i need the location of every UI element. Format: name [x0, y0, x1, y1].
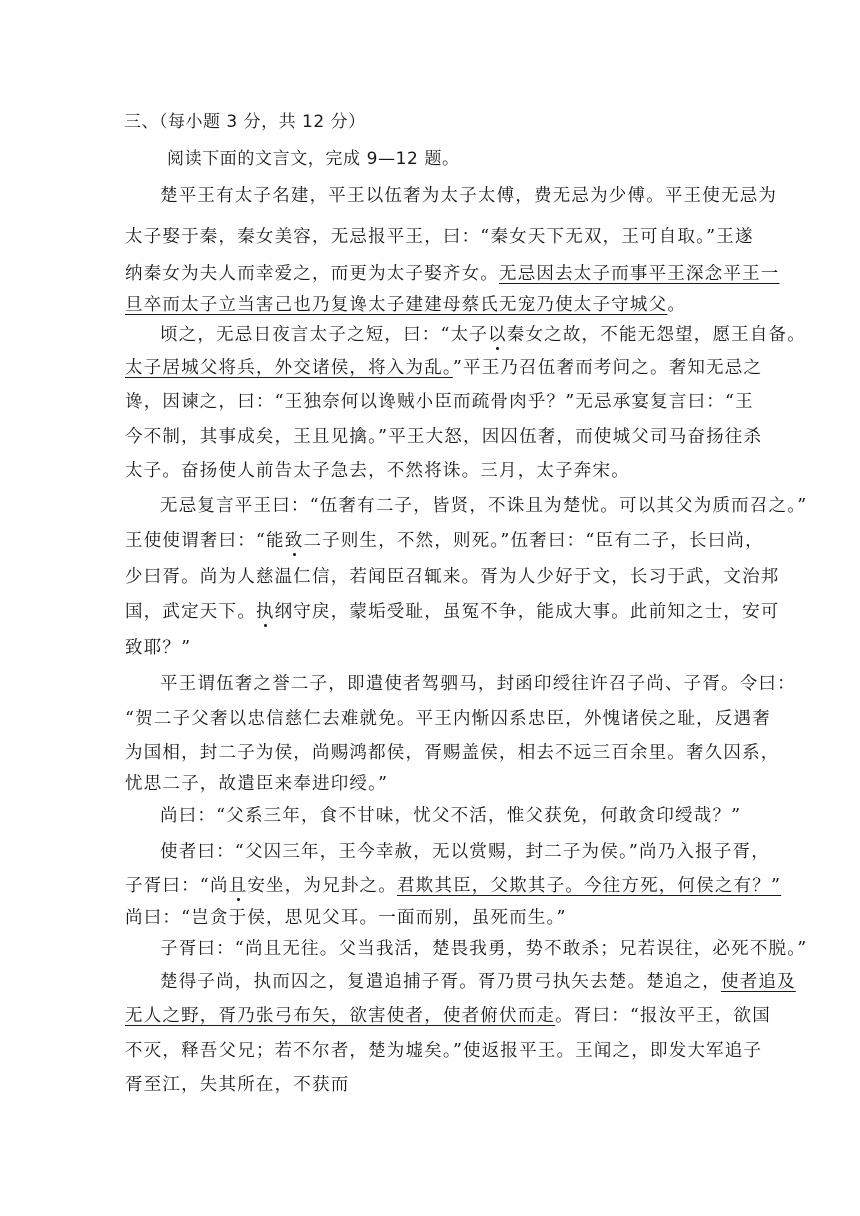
passage-line: “贺二子父奢以忠信慈仁去难就免。平王内惭囚系忠臣，外愧诸侯之耻，反遇奢: [125, 709, 771, 729]
underlined-sentence: 无忌因去太子而事平王深念平王一: [499, 264, 780, 284]
passage-text: 顷之，无忌日夜言太子之短，曰：“太子: [160, 325, 489, 345]
passage-line: 少曰胥。尚为人慈温仁信，若闻臣召辄来。胥为人少好于文，长习于武，文治邦: [125, 567, 780, 587]
instruction-text: 阅读下面的文言文，完成 9—12 题。: [167, 149, 460, 169]
passage-text: 二子则生，不然，则死。”伍奢曰：“臣有二子，长曰尚，: [303, 531, 764, 551]
passage-line: [125, 529, 764, 553]
dotted-word: 以: [488, 325, 507, 345]
section-heading: 三、（每小题 3 分，共 12 分）: [124, 112, 366, 132]
passage-line: 胥至江，失其所在，不获而: [125, 1075, 350, 1095]
passage-line: 致耶？”: [125, 638, 192, 658]
passage-text: 纳秦女为夫人而幸爱之，而更为太子娶齐女。: [125, 264, 499, 284]
dotted-word: 执: [255, 602, 275, 622]
passage-text: 。: [667, 295, 687, 315]
passage-text: 秦女之故，不能无怨望，愿王自备。: [506, 325, 806, 345]
passage-line: [125, 293, 686, 317]
underlined-sentence: 太子居城父将兵，外交诸侯，将入为乱。: [125, 358, 453, 378]
passage-line: 太子娶于秦，秦女美容，无忌报平王，曰：“秦女天下无双，王可自取。”王遂: [125, 227, 754, 247]
passage-line: [125, 356, 762, 380]
passage-line: 楚平王有太子名建，平王以伍奢为太子太傅，费无忌为少傅。平王使无忌为: [160, 186, 778, 206]
underlined-sentence: 无人之野，胥乃张弓布矢，欲害使者，使者俯伏而走: [125, 1006, 556, 1026]
passage-text: 安坐，为兄卦之。: [247, 876, 397, 896]
dotted-word: 且: [228, 876, 248, 896]
passage-text: 王使使谓奢曰：“能: [125, 531, 285, 551]
passage-line: 忧思二子，故遣臣来奉进印绶。”: [125, 774, 389, 794]
passage-line: 太子。奋扬使人前告太子急去，不然将诛。三月，太子奔宋。: [125, 461, 630, 481]
passage-line: [125, 1004, 771, 1028]
passage-line: 尚曰：“岂贪于侯，思见父耳。一面而别，虽死而生。”: [125, 908, 567, 928]
passage-line: [160, 970, 796, 994]
passage-line: 使者曰：“父囚三年，王今幸赦，无以赏赐，封二子为侯。”尚乃入报子胥，: [160, 842, 770, 862]
passage-line: [125, 262, 780, 286]
passage-line: 谗，因谏之，曰：“王独奈何以谗贼小臣而疏骨肉乎？”无忌承宴复言曰：“王: [125, 392, 754, 412]
passage-line: 子胥曰：“尚且无往。父当我活，楚畏我勇，势不敢杀；兄若误往，必死不脱。”: [160, 939, 808, 959]
passage-text: 。胥曰：“报汝平王，欲国: [555, 1006, 771, 1026]
passage-text: 纲守戾，蒙垢受耻，虽冤不争，能成大事。此前知之士，安可: [274, 602, 780, 622]
underlined-sentence: 旦卒而太子立当害己也乃复谗太子建建母蔡氏无宠乃使太子守城父: [125, 295, 668, 315]
passage-line: 平王谓伍奢之誉二子，即遣使者驾驷马，封函印绶往许召子尚、子胥。令曰：: [160, 674, 796, 694]
passage-text: ”平王乃召伍奢而考问之。奢知无忌之: [452, 358, 763, 378]
passage-line: [160, 323, 806, 347]
passage-text: 楚得子尚，执而囚之，复遣追捕子胥。胥乃贯弓执矢去楚。楚追之，: [160, 972, 721, 992]
dotted-word: 致: [284, 531, 304, 551]
passage-text: 子胥曰：“尚: [125, 876, 229, 896]
passage-text: 国，武定天下。: [125, 602, 256, 622]
underlined-sentence: 使者追及: [721, 972, 796, 992]
passage-line: 不灭，释吾父兄；若不尔者，楚为墟矣。”使返报平王。王闻之，即发大军追子: [125, 1041, 763, 1061]
passage-line: [125, 600, 780, 624]
underlined-sentence: 君欺其臣，父欺其子。今往方死，何侯之有？”: [396, 876, 782, 896]
passage-line: 为国相，封二子为侯，尚赐鸿都侯，胥赐盖侯，相去不远三百余里。奢久囚系，: [125, 743, 780, 763]
passage-line: 无忌复言平王曰：“伍奢有二子，皆贤，不诛且为楚忧。可以其父为质而召之。”: [160, 496, 808, 516]
passage-line: 今不制，其事成矣，王且见擒。”平王大怒，因囚伍奢，而使城父司马奋扬往杀: [125, 427, 763, 447]
passage-line: [125, 874, 781, 898]
passage-line: 尚曰：“父系三年，食不甘味，忧父不活，惟父获免，何敢贪印绶哉？”: [160, 806, 742, 826]
